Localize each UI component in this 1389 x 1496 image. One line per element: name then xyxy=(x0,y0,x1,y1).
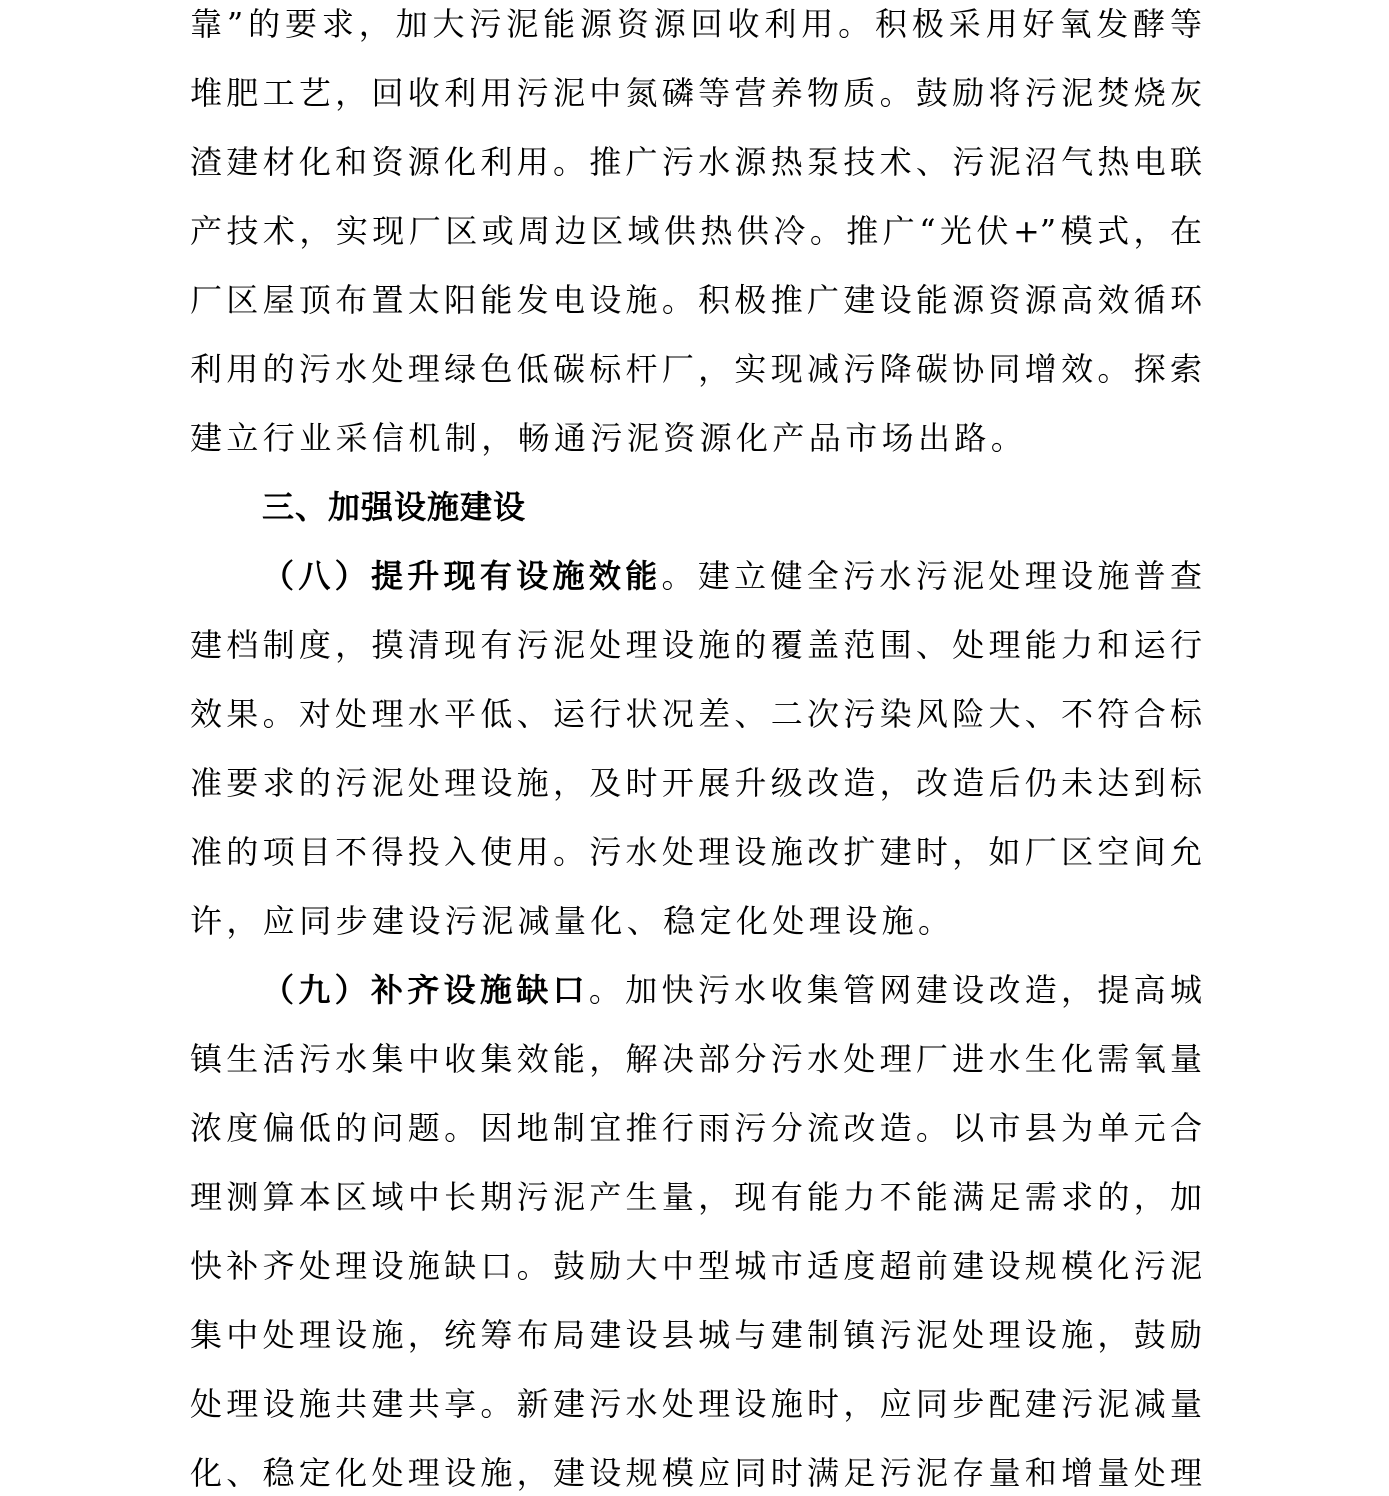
paragraph-line: 利用的污水处理绿色低碳标杆厂，实现减污降碳协同增效。探索 xyxy=(190,350,1202,388)
paragraph-line: 许，应同步建设污泥减量化、稳定化处理设施。 xyxy=(190,902,955,940)
paragraph-line: 镇生活污水集中收集效能，解决部分污水处理厂进水生化需氧量 xyxy=(190,1040,1202,1078)
paragraph-line: 处理设施共建共享。新建污水处理设施时，应同步配建污泥减量 xyxy=(190,1385,1202,1423)
paragraph-line: 建档制度，摸清现有污泥处理设施的覆盖范围、处理能力和运行 xyxy=(190,626,1202,664)
paragraph-line: 快补齐处理设施缺口。鼓励大中型城市适度超前建设规模化污泥 xyxy=(190,1247,1202,1285)
item-9-heading: （九）补齐设施缺口 xyxy=(262,971,589,1009)
paragraph-line: 集中处理设施，统筹布局建设县城与建制镇污泥处理设施，鼓励 xyxy=(190,1316,1202,1354)
paragraph-line: 效果。对处理水平低、运行状况差、二次污染风险大、不符合标 xyxy=(190,695,1202,733)
paragraph-line: 渣建材化和资源化利用。推广污水源热泵技术、污泥沼气热电联 xyxy=(190,143,1202,181)
paragraph-line: 浓度偏低的问题。因地制宜推行雨污分流改造。以市县为单元合 xyxy=(190,1109,1202,1147)
item-8-first-line xyxy=(262,554,1202,598)
section-heading: 三、加强设施建设 xyxy=(262,488,527,526)
paragraph-line: 化、稳定化处理设施，建设规模应同时满足污泥存量和增量处理 xyxy=(190,1454,1202,1492)
item-8-heading: （八）提升现有设施效能 xyxy=(262,557,662,595)
item-9-first-text: 。加快污水收集管网建设改造，提高城 xyxy=(588,971,1202,1009)
paragraph-line: 靠”的要求，加大污泥能源资源回收利用。积极采用好氧发酵等 xyxy=(190,5,1202,43)
paragraph-line: 堆肥工艺，回收利用污泥中氮磷等营养物质。鼓励将污泥焚烧灰 xyxy=(190,74,1202,112)
paragraph-line: 建立行业采信机制，畅通污泥资源化产品市场出路。 xyxy=(190,419,1028,457)
paragraph-line: 产技术，实现厂区或周边区域供热供冷。推广“光伏+”模式，在 xyxy=(190,212,1202,250)
item-9-first-line xyxy=(262,968,1202,1012)
paragraph-line: 理测算本区域中长期污泥产生量，现有能力不能满足需求的，加 xyxy=(190,1178,1202,1216)
paragraph-line: 厂区屋顶布置太阳能发电设施。积极推广建设能源资源高效循环 xyxy=(190,281,1202,319)
item-8-first-text: 。建立健全污水污泥处理设施普查 xyxy=(661,557,1202,595)
paragraph-line: 准的项目不得投入使用。污水处理设施改扩建时，如厂区空间允 xyxy=(190,833,1202,871)
paragraph-line: 准要求的污泥处理设施，及时开展升级改造，改造后仍未达到标 xyxy=(190,764,1202,802)
